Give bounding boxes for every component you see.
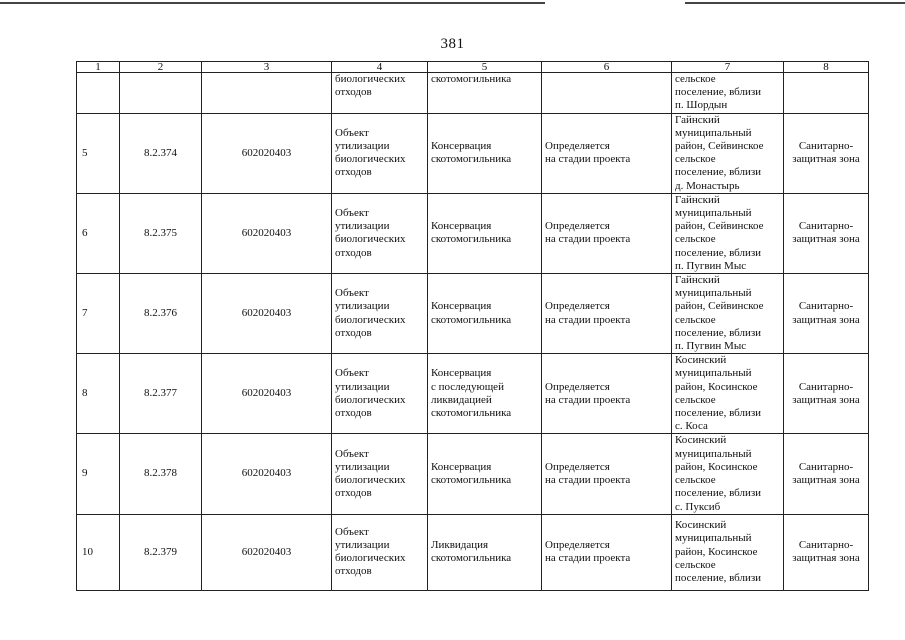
cell-object-code: 8.2.379 xyxy=(120,514,202,590)
cell-location: Косинский муниципальный район, Косинское сельское поселение, вблизи xyxy=(672,514,784,590)
cell-territory-code: 602020403 xyxy=(202,274,332,354)
cell-territory-code: 602020403 xyxy=(202,514,332,590)
cell-object-code: 8.2.377 xyxy=(120,354,202,434)
page-number: 381 xyxy=(440,36,465,52)
cell-row-number: 6 xyxy=(77,193,120,273)
column-number: 6 xyxy=(542,62,672,73)
cell-territory-code: 602020403 xyxy=(202,113,332,193)
cell-object-action: скотомогильника xyxy=(428,73,542,114)
cell-object-action: Консервация с последующей ликвидацией скотомогильника xyxy=(428,354,542,434)
continuation-row xyxy=(77,73,869,114)
column-number: 7 xyxy=(672,62,784,73)
cell-location: Гайнский муниципальный район, Сейвинское сельское поселение, вблизи п. Пугвин Мыс xyxy=(672,274,784,354)
cell-zone xyxy=(784,73,869,114)
cell-object-code: 8.2.378 xyxy=(120,434,202,514)
column-number: 2 xyxy=(120,62,202,73)
cell-object-type: Объект утилизации биологических отходов xyxy=(332,514,428,590)
cell-zone: Санитарно- защитная зона xyxy=(784,434,869,514)
table-body xyxy=(77,113,869,590)
cell-location: Косинский муниципальный район, Косинское сельское поселение, вблизи с. Коса xyxy=(672,354,784,434)
cell-location: Косинский муниципальный район, Косинское сельское поселение, вблизи с. Пуксиб xyxy=(672,434,784,514)
cell-row-number xyxy=(77,73,120,114)
column-number: 5 xyxy=(428,62,542,73)
cell-object-code: 8.2.375 xyxy=(120,193,202,273)
cell-characteristics: Определяется на стадии проекта xyxy=(542,434,672,514)
column-number: 8 xyxy=(784,62,869,73)
cell-object-type: Объект утилизации биологических отходов xyxy=(332,434,428,514)
cell-zone: Санитарно- защитная зона xyxy=(784,274,869,354)
column-number-row xyxy=(77,62,869,73)
cell-characteristics: Определяется на стадии проекта xyxy=(542,354,672,434)
cell-location: Гайнский муниципальный район, Сейвинское сельское поселение, вблизи п. Пугвин Мыс xyxy=(672,193,784,273)
cell-zone: Санитарно- защитная зона xyxy=(784,113,869,193)
cell-characteristics: Определяется на стадии проекта xyxy=(542,193,672,273)
table-row xyxy=(77,354,869,434)
cell-object-action: Ликвидация скотомогильника xyxy=(428,514,542,590)
cell-zone: Санитарно- защитная зона xyxy=(784,193,869,273)
table-row xyxy=(77,434,869,514)
cell-row-number: 7 xyxy=(77,274,120,354)
cell-object-code xyxy=(120,73,202,114)
cell-object-type: Объект утилизации биологических отходов xyxy=(332,274,428,354)
cell-object-type: Объект утилизации биологических отходов xyxy=(332,193,428,273)
registry-table xyxy=(76,61,869,591)
cell-location: сельское поселение, вблизи п. Шордын xyxy=(672,73,784,114)
cell-territory-code xyxy=(202,73,332,114)
table-row xyxy=(77,514,869,590)
cell-characteristics: Определяется на стадии проекта xyxy=(542,113,672,193)
cell-location: Гайнский муниципальный район, Сейвинское сельское поселение, вблизи д. Монастырь xyxy=(672,113,784,193)
column-number: 4 xyxy=(332,62,428,73)
cell-row-number: 10 xyxy=(77,514,120,590)
cell-row-number: 9 xyxy=(77,434,120,514)
cell-zone: Санитарно- защитная зона xyxy=(784,514,869,590)
cell-row-number: 5 xyxy=(77,113,120,193)
cell-object-action: Консервация скотомогильника xyxy=(428,434,542,514)
column-number: 3 xyxy=(202,62,332,73)
table-row xyxy=(77,113,869,193)
table-row xyxy=(77,274,869,354)
cell-object-action: Консервация скотомогильника xyxy=(428,274,542,354)
scan-top-rule xyxy=(0,2,905,4)
cell-object-code: 8.2.376 xyxy=(120,274,202,354)
cell-characteristics: Определяется на стадии проекта xyxy=(542,274,672,354)
cell-territory-code: 602020403 xyxy=(202,354,332,434)
cell-object-type: Объект утилизации биологических отходов xyxy=(332,354,428,434)
cell-object-action: Консервация скотомогильника xyxy=(428,193,542,273)
cell-object-type: биологических отходов xyxy=(332,73,428,114)
cell-territory-code: 602020403 xyxy=(202,193,332,273)
table-row xyxy=(77,193,869,273)
cell-object-code: 8.2.374 xyxy=(120,113,202,193)
cell-object-action: Консервация скотомогильника xyxy=(428,113,542,193)
cell-characteristics: Определяется на стадии проекта xyxy=(542,514,672,590)
column-number: 1 xyxy=(77,62,120,73)
cell-characteristics xyxy=(542,73,672,114)
cell-territory-code: 602020403 xyxy=(202,434,332,514)
cell-object-type: Объект утилизации биологических отходов xyxy=(332,113,428,193)
cell-row-number: 8 xyxy=(77,354,120,434)
cell-zone: Санитарно- защитная зона xyxy=(784,354,869,434)
